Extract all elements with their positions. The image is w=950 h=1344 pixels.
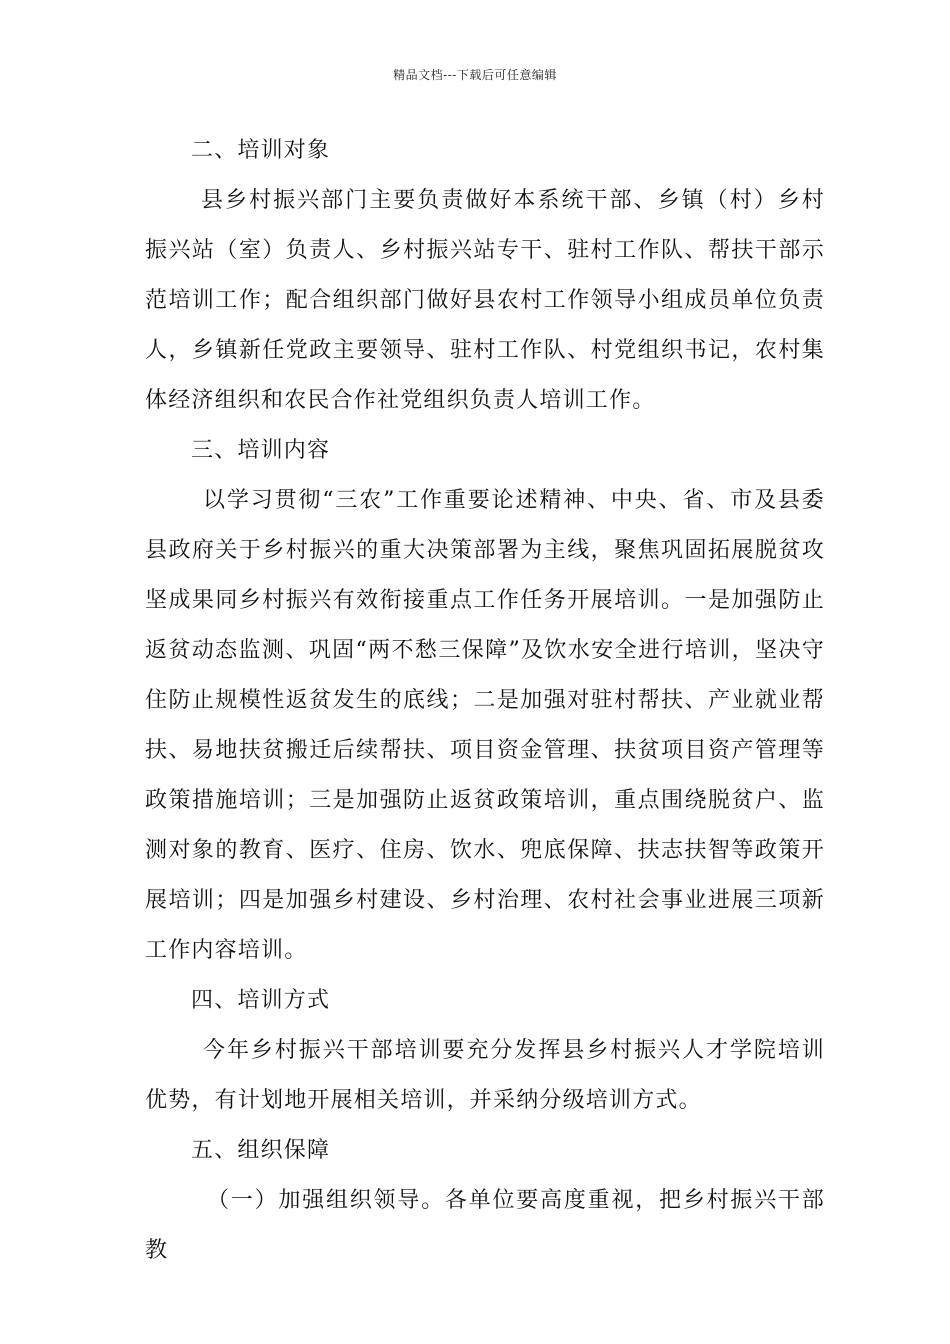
document-body xyxy=(145,126,825,1276)
body-paragraph: 今年乡村振兴干部培训要充分发挥县乡村振兴人才学院培训优势，有计划地开展相关培训，并采纳分级培训方式。 xyxy=(145,1038,825,1113)
running-header: 精品文档---下载后可任意编辑 xyxy=(393,68,557,82)
section-heading: 四、培训方式 xyxy=(191,988,331,1013)
section-training-targets xyxy=(145,126,825,426)
section-heading: 二、培训对象 xyxy=(191,138,331,163)
section-training-method xyxy=(145,976,825,1126)
body-paragraph: （一）加强组织领导。各单位要高度重视，把乡村振兴干部教 xyxy=(145,1188,825,1263)
body-paragraph: 县乡村振兴部门主要负责做好本系统干部、乡镇（村）乡村振兴站（室）负责人、乡村振兴站专干、驻村工作队、帮扶干部示范培训工作；配合组织部门做好县农村工作领导小组成员单位负责人，乡镇新任党政主要领导、驻村工作队、村党组织书记，农村集体经济组织和农民合作社党组织负责人培训工作。 xyxy=(145,188,825,413)
section-organization-guarantee xyxy=(145,1126,825,1276)
section-heading: 五、组织保障 xyxy=(191,1138,331,1163)
section-training-content xyxy=(145,426,825,976)
body-paragraph: 以学习贯彻“三农”工作重要论述精神、中央、省、市及县委县政府关于乡村振兴的重大决策部署为主线，聚焦巩固拓展脱贫攻坚成果同乡村振兴有效衔接重点工作任务开展培训。一是加强防止返贫动态监测、巩固“两不愁三保障”及饮水安全进行培训，坚决守住防止规模性返贫发生的底线；二是加强对驻村帮扶、产业就业帮扶、易地扶贫搬迁后续帮扶、项目资金管理、扶贫项目资产管理等政策措施培训；三是加强防止返贫政策培训，重点围绕脱贫户、监测对象的教育、医疗、住房、饮水、兜底保障、扶志扶智等政策开展培训；四是加强乡村建设、乡村治理、农村社会事业进展三项新工作内容培训。 xyxy=(145,488,825,963)
section-heading: 三、培训内容 xyxy=(191,438,331,463)
